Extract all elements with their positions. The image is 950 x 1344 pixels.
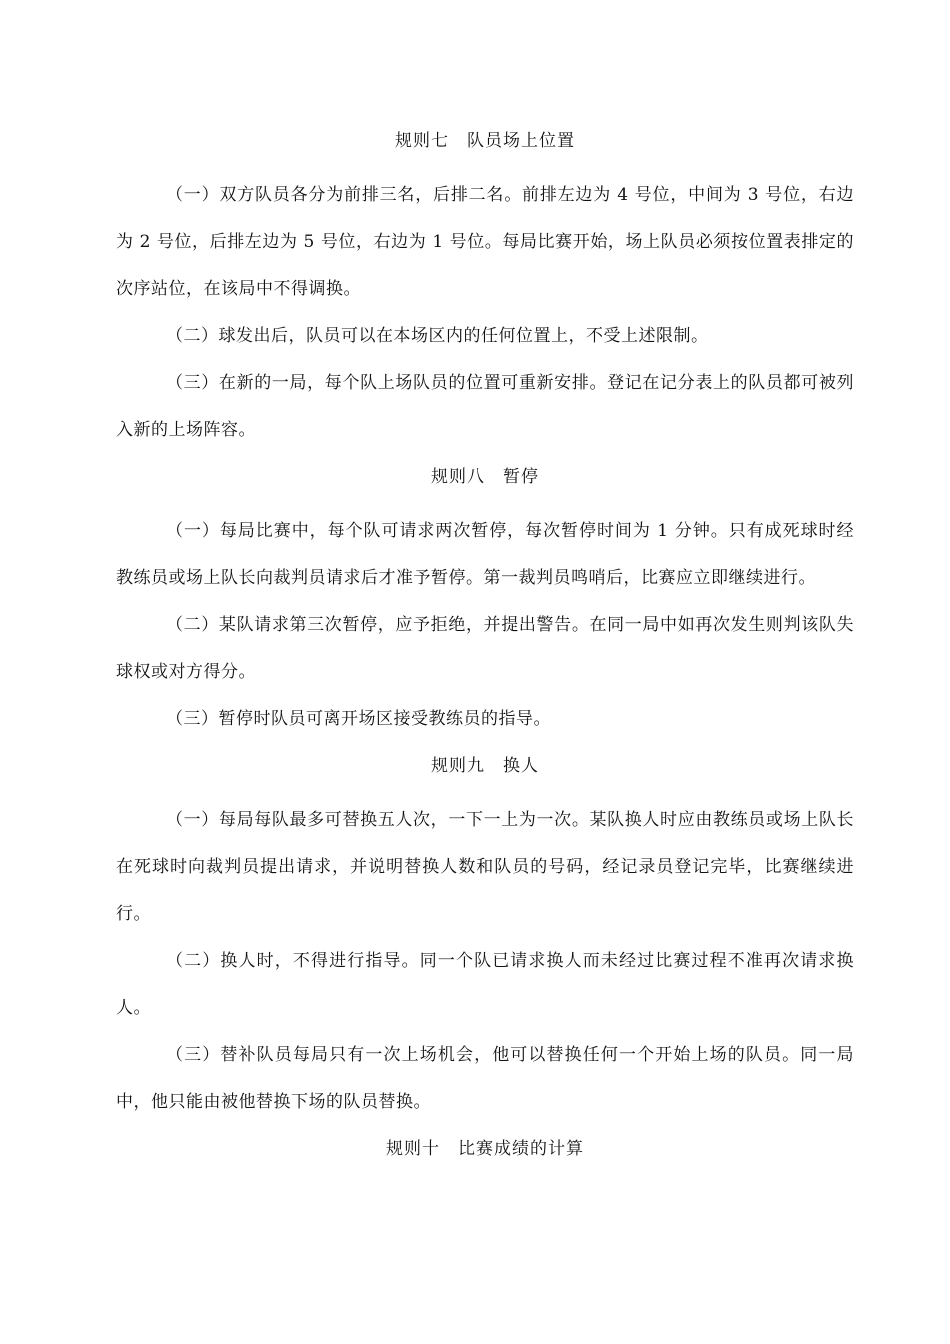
rule-7-paragraph-1: （一）双方队员各分为前排三名，后排二名。前排左边为 4 号位，中间为 3 号位，右边为 2 号位，后排左边为 5 号位，右边为 1 号位。每局比赛开始，场上队员必须按位置表排定的次序站位，在该局中不得调换。 [116,185,854,299]
rule-10-heading: 规则十 比赛成绩的计算 [386,1139,584,1159]
rule-9-section [116,749,854,1126]
rule-7-heading: 规则七 队员场上位置 [395,131,575,151]
rule-10-section [116,1132,854,1166]
rule-9-paragraph-1: （一）每局每队最多可替换五人次，一下一上为一次。某队换人时应由教练员或场上队长在死球时向裁判员提出请求，并说明替换人数和队员的号码，经记录员登记完毕，比赛继续进行。 [116,810,854,924]
rule-7-paragraph-2: （二）球发出后，队员可以在本场区内的任何位置上，不受上述限制。 [166,326,709,346]
rule-7-section [116,124,854,454]
rule-8-heading: 规则八 暂停 [431,467,539,487]
rule-9-heading: 规则九 换人 [431,756,539,776]
rule-8-paragraph-3: （三）暂停时队员可离开场区接受教练员的指导。 [166,709,551,729]
rule-9-paragraph-2: （二）换人时，不得进行指导。同一个队已请求换人而未经过比赛过程不准再次请求换人。 [116,951,854,1018]
rule-9-paragraph-3: （三）替补队员每局只有一次上场机会，他可以替换任何一个开始上场的队员。同一局中，他只能由被他替换下场的队员替换。 [116,1045,854,1112]
document-page [116,124,854,1180]
rule-8-paragraph-1: （一）每局比赛中，每个队可请求两次暂停，每次暂停时间为 1 分钟。只有成死球时经教练员或场上队长向裁判员请求后才准予暂停。第一裁判员鸣哨后，比赛应立即继续进行。 [116,521,854,588]
rule-8-paragraph-2: （二）某队请求第三次暂停，应予拒绝，并提出警告。在同一局中如再次发生则判该队失球权或对方得分。 [116,615,854,682]
rule-8-section [116,460,854,743]
rule-7-paragraph-3: （三）在新的一局，每个队上场队员的位置可重新安排。登记在记分表上的队员都可被列入新的上场阵容。 [116,373,854,440]
